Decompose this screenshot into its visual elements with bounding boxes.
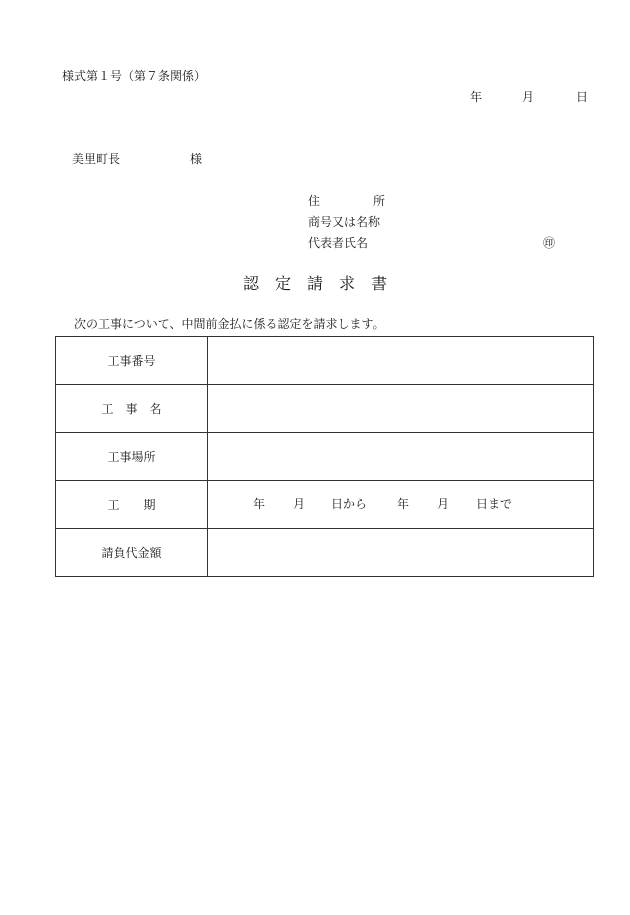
row-label-construction-site: 工事場所 <box>56 433 208 481</box>
address-label-first: 住 <box>308 194 321 208</box>
row-label-construction-period: 工 期 <box>56 481 208 529</box>
period-line <box>208 498 593 512</box>
table-row <box>56 337 594 385</box>
date-line <box>470 91 590 105</box>
period-to-year: 年 <box>397 496 410 511</box>
contract-amount-field[interactable] <box>208 529 594 577</box>
construction-number-field[interactable] <box>208 337 594 385</box>
addressee-honorific: 様 <box>190 152 203 166</box>
date-day-label: 日 <box>576 90 589 104</box>
title-char: 求 <box>339 274 356 293</box>
period-from-month: 月 <box>293 496 306 511</box>
construction-period-field[interactable] <box>208 481 594 529</box>
title-char: 認 <box>242 274 259 293</box>
period-from-day: 日から <box>331 496 368 511</box>
date-year-label: 年 <box>470 90 483 104</box>
date-month-label: 月 <box>522 90 535 104</box>
address-label-second: 所 <box>373 194 386 208</box>
intro-text: 次の工事について、中間前金払に係る認定を請求します。 <box>74 317 385 331</box>
period-from-year: 年 <box>253 496 266 511</box>
row-label-construction-name: 工 事 名 <box>56 385 208 433</box>
request-table <box>55 336 594 577</box>
table-row <box>56 529 594 577</box>
period-to-day: 日まで <box>476 496 513 511</box>
title-char: 書 <box>371 274 388 293</box>
table-row <box>56 385 594 433</box>
title-char: 定 <box>274 274 291 293</box>
document-title <box>0 276 630 292</box>
representative-label: 代表者氏名 <box>308 236 369 250</box>
title-char: 請 <box>306 274 323 293</box>
addressee-name: 美里町長 <box>72 152 121 166</box>
table-row <box>56 481 594 529</box>
form-number: 様式第１号（第７条関係） <box>62 69 207 83</box>
table-row <box>56 433 594 481</box>
row-label-construction-number: 工事番号 <box>56 337 208 385</box>
business-name-label: 商号又は名称 <box>308 215 381 229</box>
construction-site-field[interactable] <box>208 433 594 481</box>
construction-name-field[interactable] <box>208 385 594 433</box>
row-label-contract-amount: 請負代金額 <box>56 529 208 577</box>
seal-mark: ㊞ <box>543 236 556 250</box>
period-to-month: 月 <box>437 496 450 511</box>
